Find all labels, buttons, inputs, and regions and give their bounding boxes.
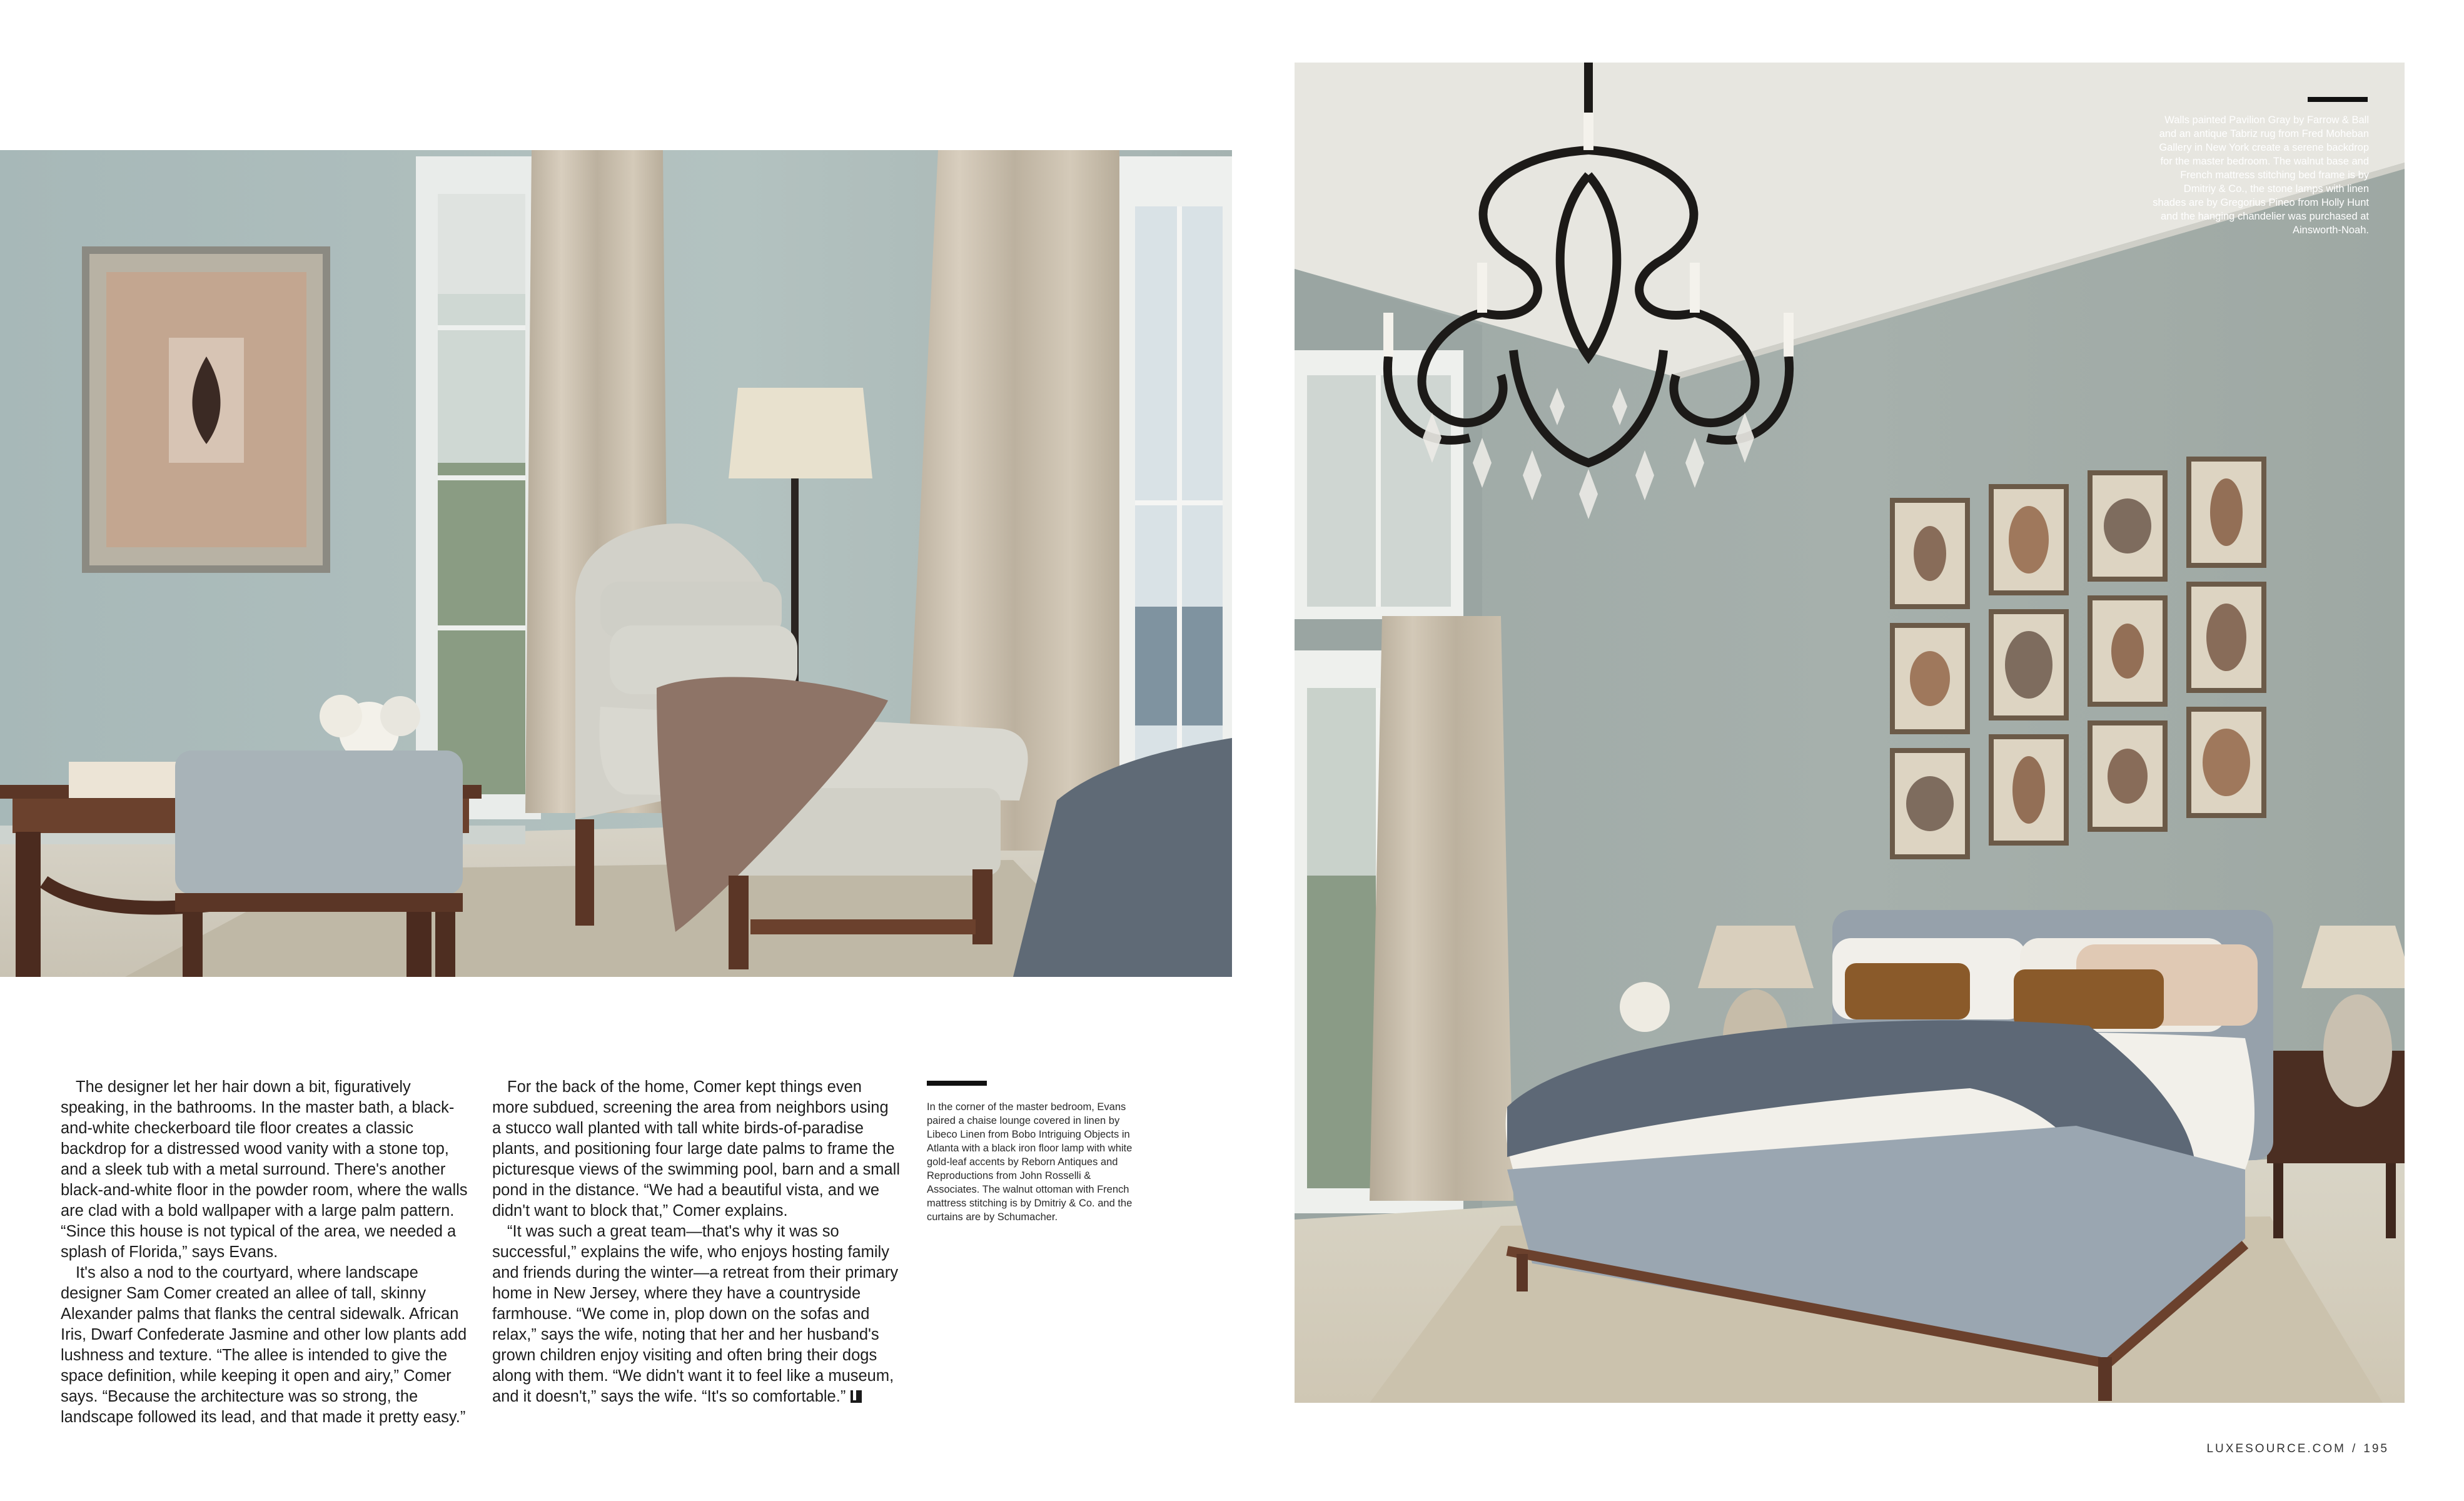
- caption-right: Walls painted Pavilion Gray by Farrow & Ball and an antique Tabriz rug from Fred Moheban Gallery in New York create a serene backdrop for the master bedroom. The walnut base and French mattress stitching bed frame is by Dmitriy & Co., the stone lamps with linen shades are by Gregorius Pineo from Holly Hunt and the hanging chandelier was purchased at Ainsworth-Noah.: [2153, 114, 2369, 236]
- body-paragraph: It's also a nod to the courtyard, where landscape designer Sam Comer created an allee of tall, skinny Alexander palms that flanks the central sidewalk. African Iris, Dwarf Confederate Jasmine and other low plants add lushness and texture. “The allee is intended to give the space definition, while keeping it open and airy,” Comer says. “Because the architecture was so strong, the landscape followed its lead, and that made it pretty easy.”: [61, 1264, 467, 1426]
- page-number: 195: [2363, 1442, 2389, 1455]
- botanical-specimen: [2108, 749, 2148, 804]
- body-column-2: [492, 1077, 900, 1407]
- botanical-specimen: [1910, 651, 1950, 706]
- botanical-specimen: [2206, 604, 2246, 671]
- botanical-specimen: [2111, 624, 2144, 679]
- master-bedroom-illustration: [1295, 63, 2405, 1403]
- botanical-specimen: [2104, 498, 2151, 553]
- master-bedroom-photo: [1295, 63, 2405, 1403]
- body-column-1: [61, 1077, 468, 1428]
- folio-separator: /: [2352, 1442, 2358, 1455]
- botanical-specimen: [1914, 526, 1946, 581]
- body-paragraph-text: “It was such a great team—that's why it was so successful,” explains the wife, who enjoys hosting family and friends during the winter—a retreat from their primary home in New Jersey, where they have a countryside farmhouse. “We come in, plop down on the sofas and relax,” says the wife, noting that her and her husband's grown children enjoy visiting and often bring their dogs along with them. “We didn't want it to feel like a museum, and it doesn't,” says the wife. “It's so comfortable.”: [492, 1223, 899, 1405]
- body-paragraph: The designer let her hair down a bit, figuratively speaking, in the bathrooms. In the master bath, a black-and-white checkerboard tile floor creates a classic backdrop for a distressed wood vanity with a stone top, and a sleek tub with a metal surround. There's another black-and-white floor in the powder room, where the walls are clad with a bold wallpaper with a large palm pattern. “Since this house is not typical of the area, we needed a splash of Florida,” says Evans.: [61, 1078, 468, 1261]
- chaise-lounge-photo: [0, 150, 1232, 977]
- folio: [2206, 1442, 2389, 1456]
- caption-rule: [2308, 97, 2368, 102]
- caption-rule: [927, 1081, 987, 1086]
- caption-left: In the corner of the master bedroom, Evans paired a chaise lounge covered in linen by Libeco Linen from Bobo Intriguing Objects in Atlanta with a black iron floor lamp with white gold-leaf accents by Reborn Antiques and Reproductions from John Rosselli & Associates. The walnut ottoman with French mattress stitching is by Dmitriy & Co. and the curtains are by Schumacher.: [927, 1101, 1133, 1223]
- body-paragraph: For the back of the home, Comer kept things even more subdued, screening the area from neighbors using a stucco wall planted with tall white birds-of-paradise plants, and positioning four large date palms to frame the picturesque views of the swimming pool, barn and a small pond in the distance. “We had a beautiful vista, and we didn't want to block that,” Comer explains.: [492, 1078, 900, 1220]
- end-of-story-mark-icon: [851, 1390, 862, 1403]
- botanical-specimen: [2012, 756, 2045, 824]
- botanical-specimen: [1906, 776, 1954, 831]
- botanical-specimen: [2203, 729, 2250, 796]
- botanical-specimen: [2210, 478, 2243, 546]
- chaise-lounge-illustration: [0, 150, 1232, 977]
- folio-site: LUXESOURCE.COM: [2206, 1442, 2346, 1455]
- body-paragraph-final: [492, 1221, 900, 1407]
- botanical-specimen: [2005, 631, 2052, 699]
- botanical-specimen: [2009, 506, 2049, 574]
